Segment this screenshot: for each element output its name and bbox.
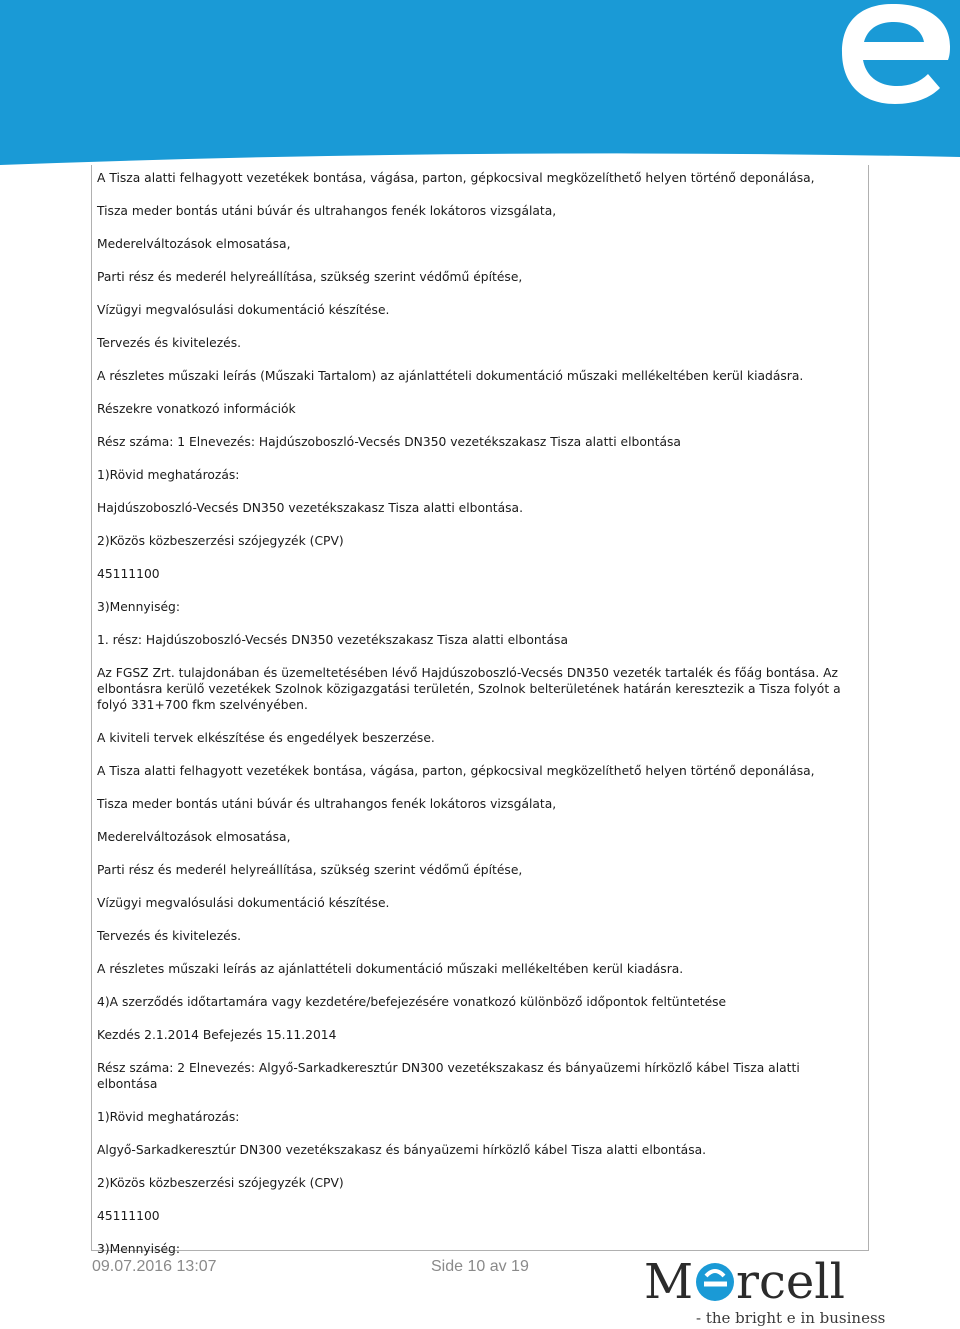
paragraph: 3)Mennyiség:	[97, 1242, 180, 1256]
paragraph: A Tisza alatti felhagyott vezetékek bontása, vágása, parton, gépkocsival megközelíthető helyen történő deponálása,	[97, 764, 815, 778]
paragraph: Algyő-Sarkadkeresztúr DN300 vezetékszakasz és bányaüzemi hírközlő kábel Tisza alatti elbontása.	[97, 1143, 707, 1157]
section-heading: Részekre vonatkozó információk	[97, 402, 296, 416]
paragraph: Vízügyi megvalósulási dokumentáció készítése.	[97, 303, 390, 317]
paragraph: Az FGSZ Zrt. tulajdonában és üzemeltetésében lévő Hajdúszoboszló-Vecsés DN350 vezeték tartalék és főág bontása. Az elbontásra kerülő vezetékek Szolnok közigazgatási területén, Szolnok belterületének határán keresztezik a Tisza folyót a folyó 331+700 fkm szelvényében.	[97, 666, 841, 712]
paragraph: 2)Közös közbeszerzési szójegyzék (CPV)	[97, 1176, 344, 1190]
paragraph: 1. rész: Hajdúszoboszló-Vecsés DN350 vezetékszakasz Tisza alatti elbontása	[97, 633, 568, 647]
paragraph: Mederelváltozások elmosatása,	[97, 830, 291, 844]
cpv-code: 45111100	[97, 1209, 160, 1223]
footer-date: 09.07.2016 13:07	[92, 1258, 217, 1275]
paragraph: A kiviteli tervek elkészítése és engedélyek beszerzése.	[97, 731, 435, 745]
paragraph: Parti rész és mederél helyreállítása, szükség szerint védőmű építése,	[97, 270, 523, 284]
header-banner	[0, 0, 960, 165]
logo-e-icon	[696, 1263, 734, 1301]
paragraph: 2)Közös közbeszerzési szójegyzék (CPV)	[97, 534, 344, 548]
cpv-code: 45111100	[97, 567, 160, 581]
paragraph: Tervezés és kivitelezés.	[97, 929, 242, 943]
paragraph: Tisza meder bontás utáni búvár és ultrahangos fenék lokátoros vizsgálata,	[97, 797, 557, 811]
paragraph: Hajdúszoboszló-Vecsés DN350 vezetékszakasz Tisza alatti elbontása.	[97, 501, 523, 515]
dates: Kezdés 2.1.2014 Befejezés 15.11.2014	[97, 1028, 337, 1042]
page-frame-left	[91, 165, 92, 1250]
paragraph: 3)Mennyiség:	[97, 600, 180, 614]
footer-page-number: Side 10 av 19	[431, 1258, 529, 1275]
logo-text-suffix: rcell	[736, 1254, 845, 1304]
paragraph: 1)Rövid meghatározás:	[97, 1110, 240, 1124]
paragraph: Vízügyi megvalósulási dokumentáció készítése.	[97, 896, 390, 910]
paragraph: Mederelváltozások elmosatása,	[97, 237, 291, 251]
paragraph: Parti rész és mederél helyreállítása, szükség szerint védőmű építése,	[97, 863, 523, 877]
paragraph: A részletes műszaki leírás az ajánlattételi dokumentáció műszaki mellékeltében kerül kiadásra.	[97, 962, 684, 976]
paragraph: A Tisza alatti felhagyott vezetékek bontása, vágása, parton, gépkocsival megközelíthető helyen történő deponálása,	[97, 171, 815, 185]
company-logo	[644, 1254, 870, 1304]
paragraph: 1)Rövid meghatározás:	[97, 468, 240, 482]
paragraph: 4)A szerződés időtartamára vagy kezdetére/befejezésére vonatkozó különböző időpontok feltüntetése	[97, 995, 727, 1009]
brand-e-icon	[842, 4, 950, 104]
document-body	[97, 170, 859, 1257]
paragraph: Tervezés és kivitelezés.	[97, 336, 242, 350]
page-frame-right	[868, 165, 869, 1250]
paragraph: Tisza meder bontás utáni búvár és ultrahangos fenék lokátoros vizsgálata,	[97, 204, 557, 218]
part-title: Rész száma: 1 Elnevezés: Hajdúszoboszló-Vecsés DN350 vezetékszakasz Tisza alatti elbontása	[97, 435, 681, 449]
logo-text-prefix: M	[644, 1254, 694, 1304]
paragraph: A részletes műszaki leírás (Műszaki Tartalom) az ajánlattételi dokumentáció műszaki mellékeltében kerül kiadásra.	[97, 369, 804, 383]
logo-tagline: - the bright e in business	[696, 1309, 886, 1327]
part-title: Rész száma: 2 Elnevezés: Algyő-Sarkadkeresztúr DN300 vezetékszakasz és bányaüzemi hírközlő kábel Tisza alatti elbontása	[97, 1061, 800, 1091]
